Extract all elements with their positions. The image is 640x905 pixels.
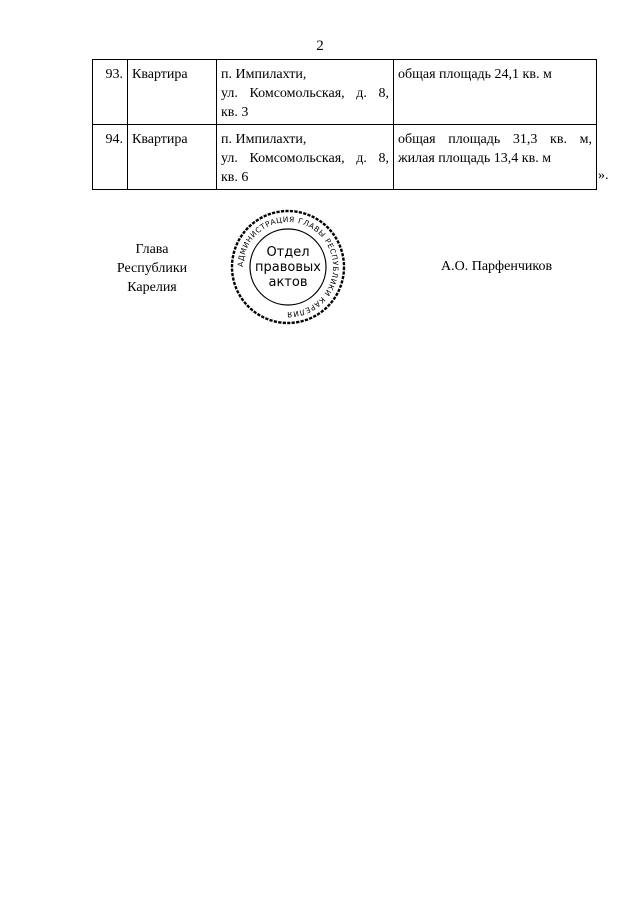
address-line: ул. Комсомольская, д. 8, <box>221 86 389 101</box>
area-line: общая площадь 31,3 кв. м, <box>398 132 592 147</box>
area-line: общая площадь 24,1 кв. м <box>398 67 552 82</box>
address-line: п. Импилахти, <box>221 132 307 147</box>
property-area <box>394 125 597 190</box>
property-type: Квартира <box>128 60 217 125</box>
title-line: Глава <box>135 242 169 257</box>
property-address <box>217 125 394 190</box>
page-number: 2 <box>316 38 324 54</box>
property-table <box>92 59 597 190</box>
address-line: ул. Комсомольская, д. 8, <box>221 151 389 166</box>
table-row <box>93 60 597 125</box>
address-line: кв. 6 <box>221 170 249 185</box>
row-number: 93. <box>93 60 128 125</box>
area-line: жилая площадь 13,4 кв. м <box>398 151 552 166</box>
property-address <box>217 60 394 125</box>
signatory-name: А.О. Парфенчиков <box>441 259 553 274</box>
stamp-center-line: актов <box>268 275 308 290</box>
stamp-ring-text: АДМИНИСТРАЦИЯ ГЛАВЫ РЕСПУБЛИКИ КАРЕЛИЯ <box>235 214 341 320</box>
property-area <box>394 60 597 125</box>
title-line: Республики Карелия <box>116 261 188 295</box>
stamp-center-line: правовых <box>255 260 321 275</box>
row-number: 94. <box>93 125 128 190</box>
signature-block <box>0 214 640 320</box>
address-line: кв. 3 <box>221 105 249 120</box>
stamp-center-line: Отдел <box>266 245 310 260</box>
property-type: Квартира <box>128 125 217 190</box>
address-line: п. Импилахти, <box>221 67 307 82</box>
table-row <box>93 125 597 190</box>
signatory-title <box>92 240 212 297</box>
closing-quote: ». <box>598 168 609 183</box>
official-stamp-icon <box>229 208 347 326</box>
